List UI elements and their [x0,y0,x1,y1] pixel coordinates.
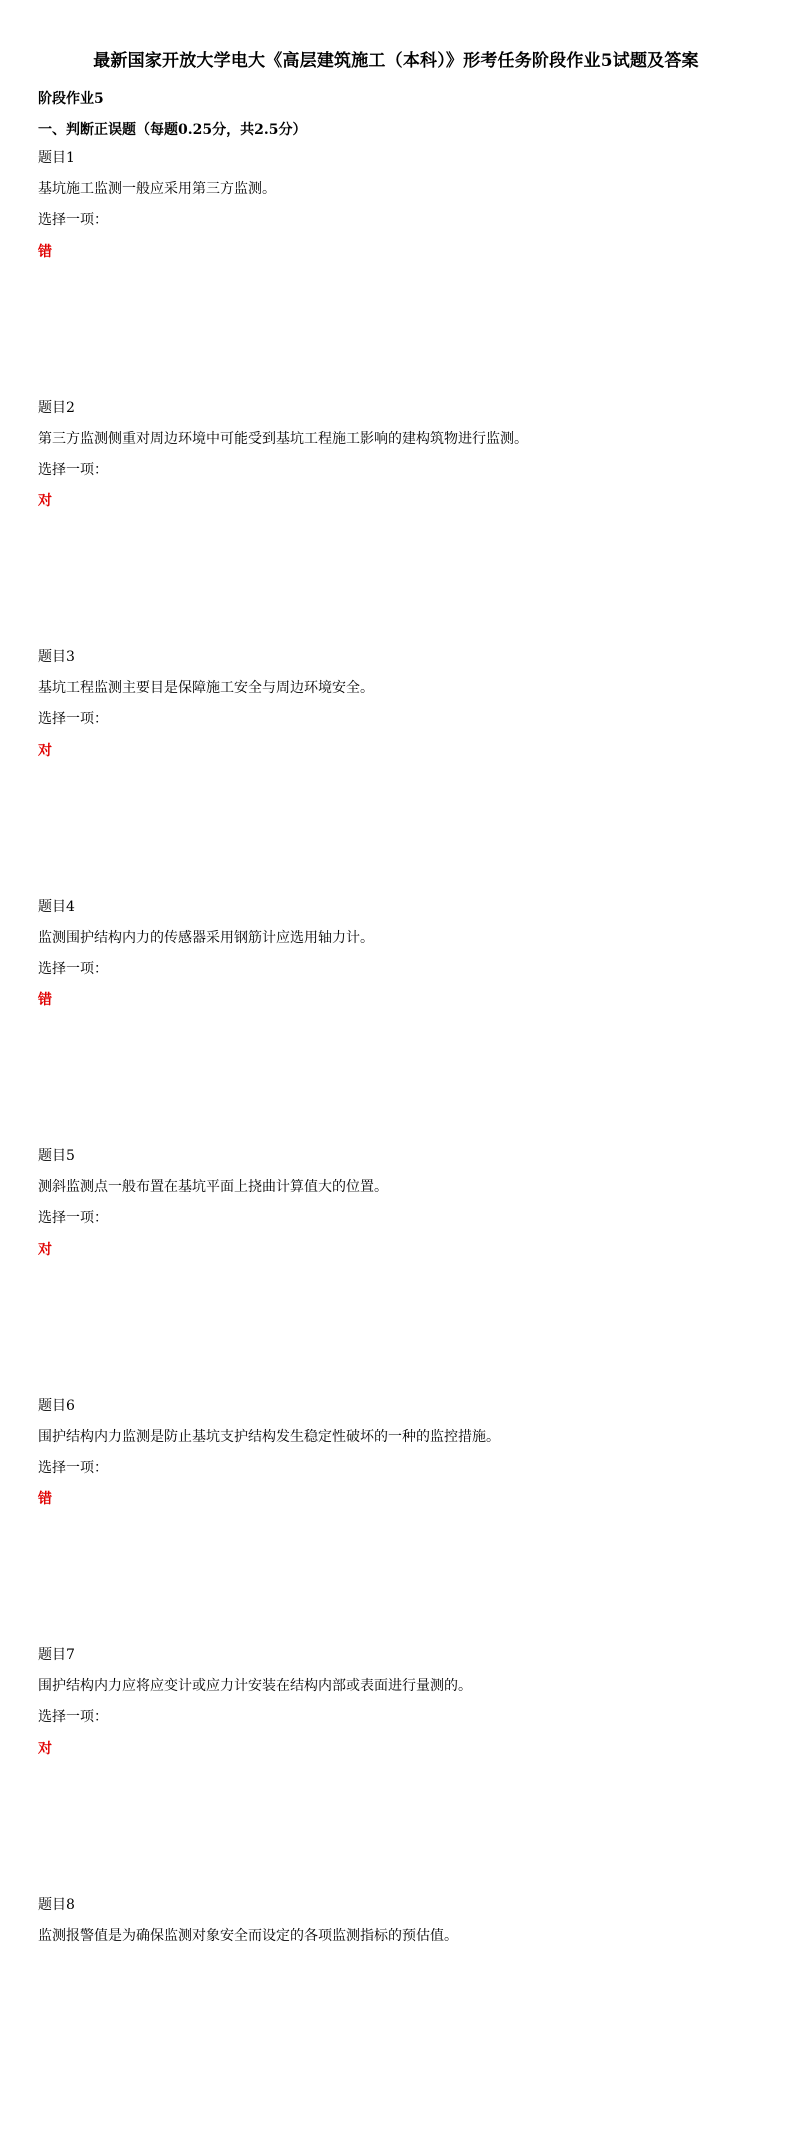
question-block [38,647,758,897]
question-block [38,1645,758,1895]
answer-label: 错 [38,990,758,1021]
choice-prompt: 选择一项： [38,1707,758,1738]
question-list [38,148,758,2144]
answer-label: 错 [38,242,758,273]
question-number: 题目3 [38,647,758,678]
answer-label: 对 [38,1240,758,1271]
question-number: 题目5 [38,1146,758,1177]
choice-prompt: 选择一项： [38,709,758,740]
choice-prompt: 选择一项： [38,959,758,990]
question-text: 基坑施工监测一般应采用第三方监测。 [38,179,758,210]
question-number: 题目4 [38,897,758,928]
question-text: 测斜监测点一般布置在基坑平面上挠曲计算值大的位置。 [38,1177,758,1208]
question-number: 题目6 [38,1396,758,1427]
question-block [38,398,758,648]
question-block [38,1146,758,1396]
question-text: 第三方监测侧重对周边环境中可能受到基坑工程施工影响的建构筑物进行监测。 [38,429,758,460]
question-number: 题目8 [38,1895,758,1926]
question-block [38,148,758,398]
choice-prompt: 选择一项： [38,460,758,491]
part-heading: 一、判断正误题（每题0.25分，共2.5分） [38,119,306,139]
question-number: 题目2 [38,398,758,429]
question-text: 监测报警值是为确保监测对象安全而设定的各项监测指标的预估值。 [38,1926,758,1957]
question-text: 监测围护结构内力的传感器采用钢筋计应选用轴力计。 [38,928,758,959]
question-block [38,1396,758,1646]
question-text: 围护结构内力应将应变计或应力计安装在结构内部或表面进行量测的。 [38,1676,758,1707]
question-block [38,897,758,1147]
choice-prompt: 选择一项： [38,210,758,241]
question-number: 题目7 [38,1645,758,1676]
question-number: 题目1 [38,148,758,179]
answer-label: 对 [38,741,758,772]
answer-label: 对 [38,491,758,522]
answer-label: 对 [38,1739,758,1770]
question-block [38,1895,758,2144]
question-text: 围护结构内力监测是防止基坑支护结构发生稳定性破坏的一种的监控措施。 [38,1427,758,1458]
document-title: 最新国家开放大学电大《高层建筑施工（本科）》形考任务阶段作业5试题及答案 [0,46,792,71]
question-text: 基坑工程监测主要目是保障施工安全与周边环境安全。 [38,678,758,709]
answer-label: 错 [38,1489,758,1520]
choice-prompt: 选择一项： [38,1208,758,1239]
section-label: 阶段作业5 [38,88,104,108]
choice-prompt: 选择一项： [38,1458,758,1489]
